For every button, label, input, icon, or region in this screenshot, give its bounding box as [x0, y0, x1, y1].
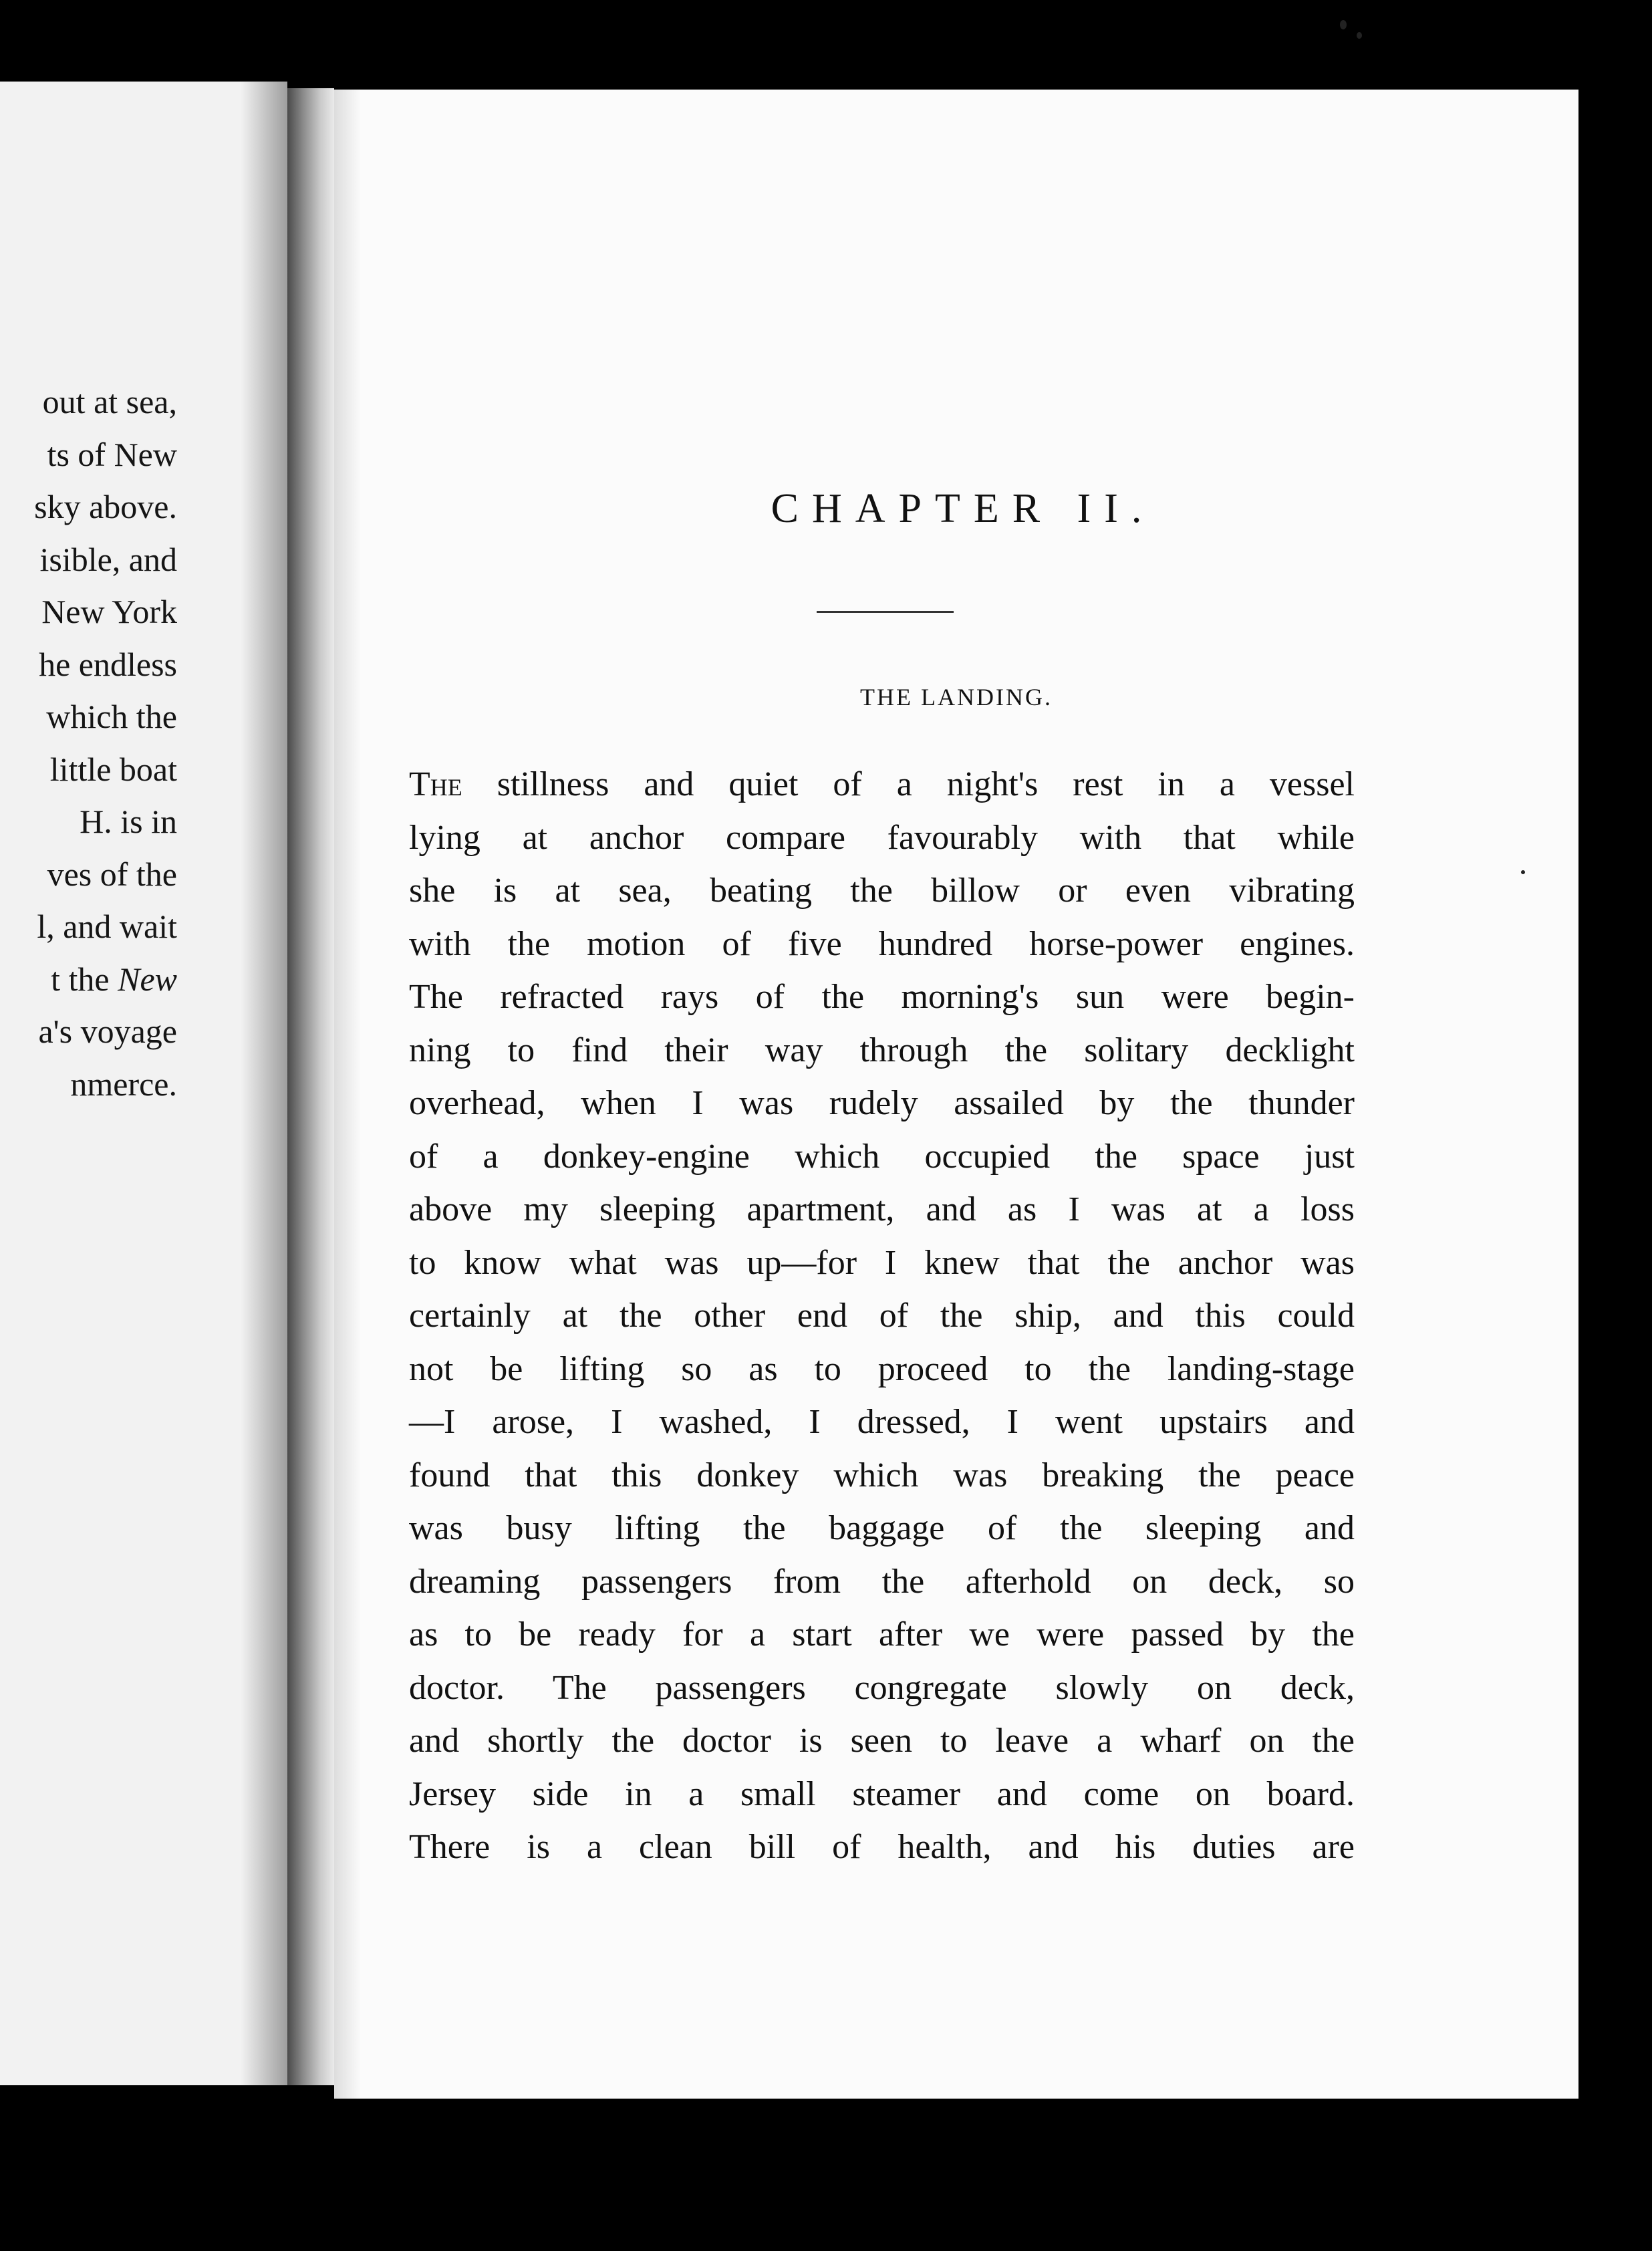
scan-speck	[1357, 32, 1362, 39]
body-line: of a donkey-engine which occupied the space just	[409, 1137, 1355, 1176]
body-line: dreaming passengers from the afterhold on deck, so	[409, 1562, 1355, 1601]
body-line	[409, 758, 1355, 811]
heading-rule	[817, 611, 954, 613]
previous-page-line: New York	[41, 593, 177, 630]
body-line-rest: stillness and quiet of a night's rest in a vessel	[462, 765, 1355, 803]
previous-page-line: ts of New	[47, 435, 177, 473]
body-line: Jersey side in a small steamer and come on board.	[409, 1774, 1355, 1813]
book-gutter	[287, 88, 334, 2085]
body-line: ning to find their way through the solitary decklight	[409, 1031, 1355, 1069]
body-line: lying at anchor compare favourably with that while	[409, 818, 1355, 857]
previous-page-line: l, and wait	[37, 908, 177, 945]
body-line: she is at sea, beating the billow or even vibrating	[409, 872, 1355, 910]
scan-speck	[1340, 20, 1347, 29]
previous-page-line: isible, and	[39, 540, 177, 578]
body-line: as to be ready for a start after we were passed by the	[409, 1615, 1355, 1653]
body-line: found that this donkey which was breaking the peace	[409, 1456, 1355, 1494]
body-line: above my sleeping apartment, and as I was at a loss	[409, 1190, 1355, 1228]
previous-page-line	[34, 953, 177, 1006]
previous-page-line: which the	[46, 698, 177, 735]
body-line: There is a clean bill of health, and his duties are	[409, 1828, 1355, 1866]
body-line: with the motion of five hundred horse-power engines.	[409, 924, 1355, 963]
previous-page-line: he endless	[39, 645, 177, 683]
gutter-shadow	[241, 82, 287, 2085]
body-line: was busy lifting the baggage of the sleeping and	[409, 1509, 1355, 1547]
previous-page-line-start: t the	[51, 960, 118, 998]
scan-speck	[1521, 870, 1525, 874]
previous-page-line: H. is in	[80, 803, 177, 840]
previous-page-line: little boat	[49, 750, 177, 788]
body-line: to know what was up—for I knew that the anchor was	[409, 1243, 1355, 1282]
body-line: —I arose, I washed, I dressed, I went upstairs and	[409, 1403, 1355, 1441]
previous-page-line: sky above.	[34, 488, 177, 525]
drop-word: The	[409, 765, 462, 803]
body-line: certainly at the other end of the ship, and this could	[409, 1297, 1355, 1335]
previous-page-line: ves of the	[47, 855, 177, 893]
body-line: The refracted rays of the morning's sun were begin-	[409, 978, 1355, 1016]
previous-page-text	[34, 376, 177, 1110]
previous-page-line: out at sea,	[42, 383, 177, 420]
italic-word: New	[118, 960, 177, 998]
body-line: doctor. The passengers congregate slowly on deck,	[409, 1668, 1355, 1707]
body-line: and shortly the doctor is seen to leave a wharf on the	[409, 1722, 1355, 1760]
chapter-body	[409, 758, 1355, 1874]
body-line: not be lifting so as to proceed to the landing-stage	[409, 1349, 1355, 1388]
current-page	[334, 90, 1578, 2099]
previous-page-line: nmerce.	[70, 1065, 177, 1103]
body-line: overhead, when I was rudely assailed by the thunder	[409, 1084, 1355, 1122]
chapter-subheading: THE LANDING.	[860, 684, 1053, 710]
previous-page-line: a's voyage	[38, 1013, 177, 1050]
page-edge-shade	[334, 90, 361, 2099]
previous-page	[0, 82, 287, 2085]
chapter-heading: CHAPTER II.	[771, 486, 1155, 531]
